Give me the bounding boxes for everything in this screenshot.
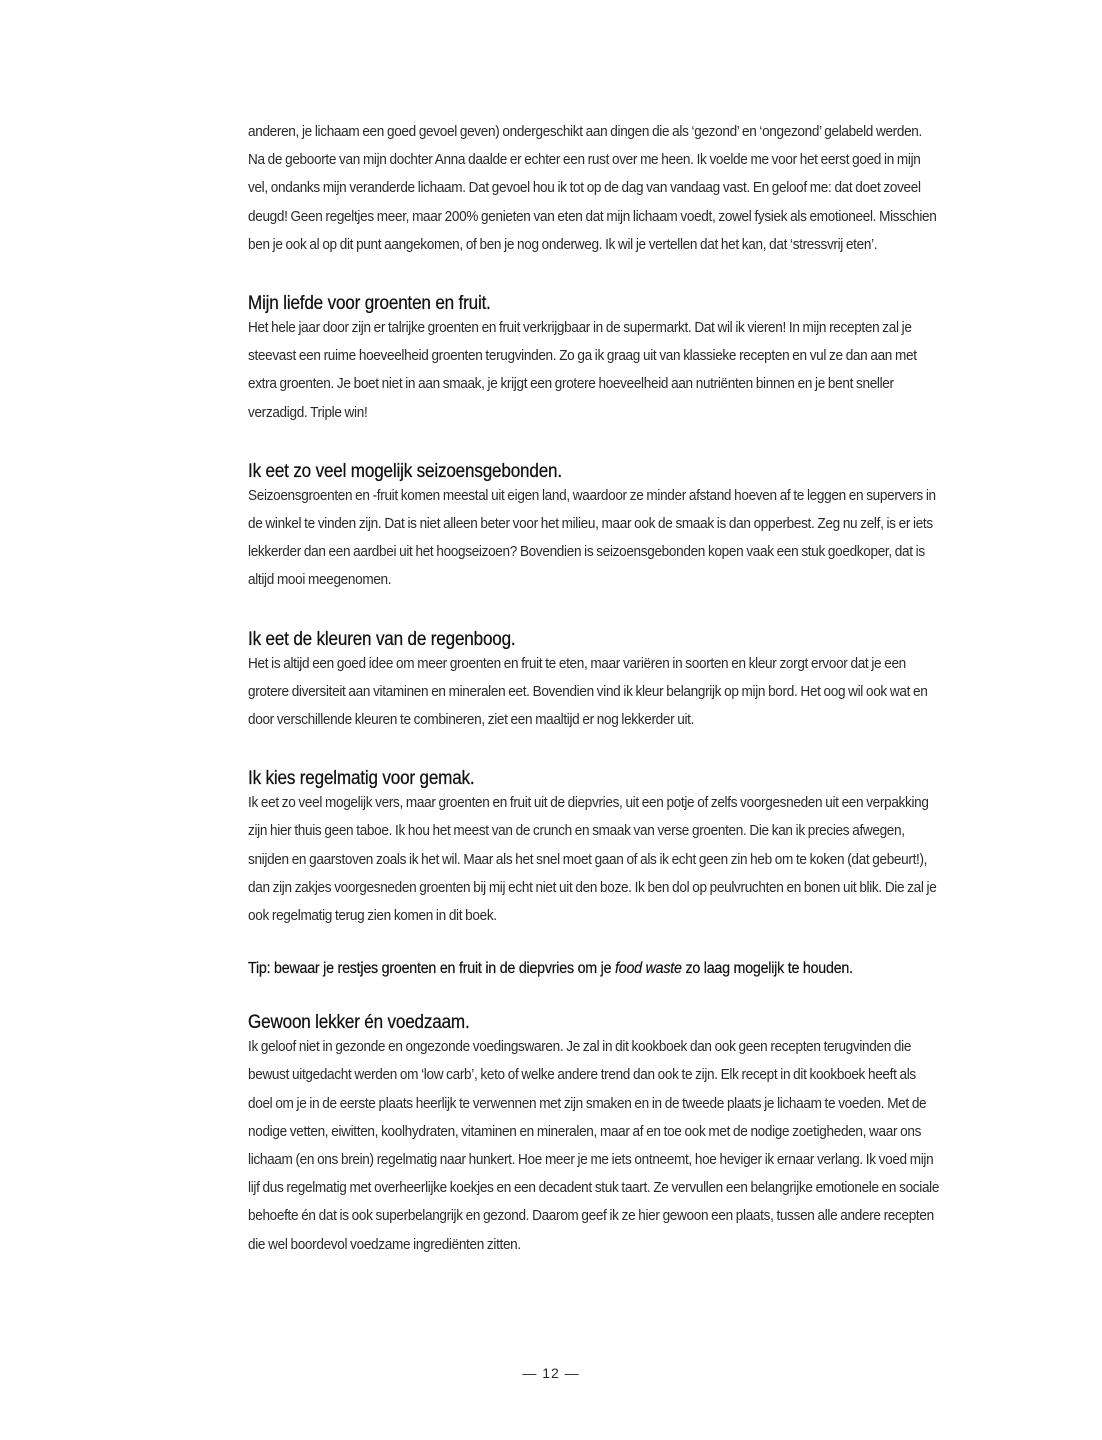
section-body: Ik geloof niet in gezonde en ongezonde voedingswaren. Je zal in dit kookboek dan ook geen recepten terugvinden die bewust uitgedacht werden om ‘low carb’, keto of welke andere trend dan ook te zijn. Elk recept in dit kookboek heeft als doel om je in de eerste plaats heerlijk te verwennen met zijn smaken en in de tweede plaats je lichaam te voeden. Met de nodige vetten, eiwitten, koolhydraten, vitaminen en mineralen, maar af en toe ook met de nodige zoetigheden, waar ons lichaam (en ons brein) regelmatig naar hunkert. Hoe meer je me iets ontneemt, hoe heviger ik ernaar verlang. Ik voed mijn lijf dus regelmatig met overheerlijke koekjes en een decadent stuk taart. Ze vervullen een belangrijke emotionele en sociale behoefte én dat is ook superbelangrijk en gezond. Daarom geef ik ze hier gewoon een plaats, tussen alle andere recepten die wel boordevol voedzame ingrediënten zitten. — [248, 1039, 940, 1253]
tip-callout — [248, 956, 947, 982]
tip-emphasis: food waste — [615, 960, 682, 978]
tip-text-before: Tip: bewaar je restjes groenten en fruit in de diepvries om je — [248, 960, 616, 978]
section-heading: Gewoon lekker én voedzaam. — [248, 1012, 470, 1034]
section-heading: Ik eet zo veel mogelijk seizoensgebonden. — [248, 460, 562, 482]
page-content — [248, 118, 948, 1259]
section-body: Seizoensgroenten en -fruit komen meestal uit eigen land, waardoor ze minder afstand hoeven af te leggen en supervers in de winkel te vinden zijn. Dat is niet alleen beter voor het milieu, maar ook de smaak is dan opperbest. Zeg nu zelf, is er iets lekkerder dan een aardbei uit het hoogseizoen? Bovendien is seizoensgebonden kopen vaak een stuk goedkoper, dat is altijd mooi meegenomen. — [248, 487, 936, 589]
section-heading: Ik eet de kleuren van de regenboog. — [248, 628, 516, 650]
section-love-vegetables — [248, 291, 948, 427]
section-body: Ik eet zo veel mogelijk vers, maar groenten en fruit uit de diepvries, uit een potje of zelfs voorgesneden uit een verpakking zijn hier thuis geen taboe. Ik hou het meest van de crunch en smaak van verse groenten. Die kan ik precies afwegen, snijden en gaarstoven zoals ik het wil. Maar als het snel moet gaan of als ik echt geen zin heb om te koken (dat gebeurt!), dan zijn zakjes voorgesneden groenten bij mij echt niet uit den boze. Ik ben dol op peulvruchten en bonen uit blik. Die zal je ook regelmatig terug zien komen in dit boek. — [248, 795, 937, 925]
page-number: — 12 — — [522, 1365, 580, 1381]
section-heading: Ik kies regelmatig voor gemak. — [248, 768, 475, 790]
section-rainbow-colors — [248, 627, 948, 735]
section-body: Het hele jaar door zijn er talrijke groenten en fruit verkrijgbaar in de supermarkt. Dat wil ik vieren! In mijn recepten zal je steevast een ruime hoeveelheid groenten terugvinden. Zo ga ik graag uit van klassieke recepten en vul ze dan aan met extra groenten. Je boet niet in aan smaak, je krijgt een grotere hoeveelheid aan nutriënten binnen en je bent sneller verzadigd. Triple win! — [248, 320, 917, 421]
intro-paragraph: anderen, je lichaam een goed gevoel geven) ondergeschikt aan dingen die als ‘gezond’ en ‘ongezond’ gelabeld werden. Na de geboorte van mijn dochter Anna daalde er echter een rust over me heen. Ik voelde me voor het eerst goed in mijn vel, ondanks mijn veranderde lichaam. Dat gevoel hou ik tot op de dag van vandaag vast. En geloof me: dat doet zoveel deugd! Geen regeltjes meer, maar 200% genieten van eten dat mijn lichaam voedt, zowel fysiek als emotioneel. Misschien ben je ook al op dit punt aangekomen, of ben je nog onderweg. Ik wil je vertellen dat het kan, dat ‘stressvrij eten’. — [248, 124, 937, 253]
section-tasty-nutritious — [248, 1010, 948, 1259]
section-body: Het is altijd een goed idee om meer groenten en fruit te eten, maar variëren in soorten en kleur zorgt ervoor dat je een grotere diversiteit aan vitaminen en mineralen eet. Bovendien vind ik kleur belangrijk op mijn bord. Het oog wil ook wat en door verschillende kleuren te combineren, ziet een maaltijd er nog lekkerder uit. — [248, 655, 928, 729]
section-convenience — [248, 766, 948, 930]
section-heading: Mijn liefde voor groenten en fruit. — [248, 293, 491, 315]
section-seasonal — [248, 459, 948, 595]
tip-text-after: zo laag mogelijk te houden. — [681, 960, 853, 978]
